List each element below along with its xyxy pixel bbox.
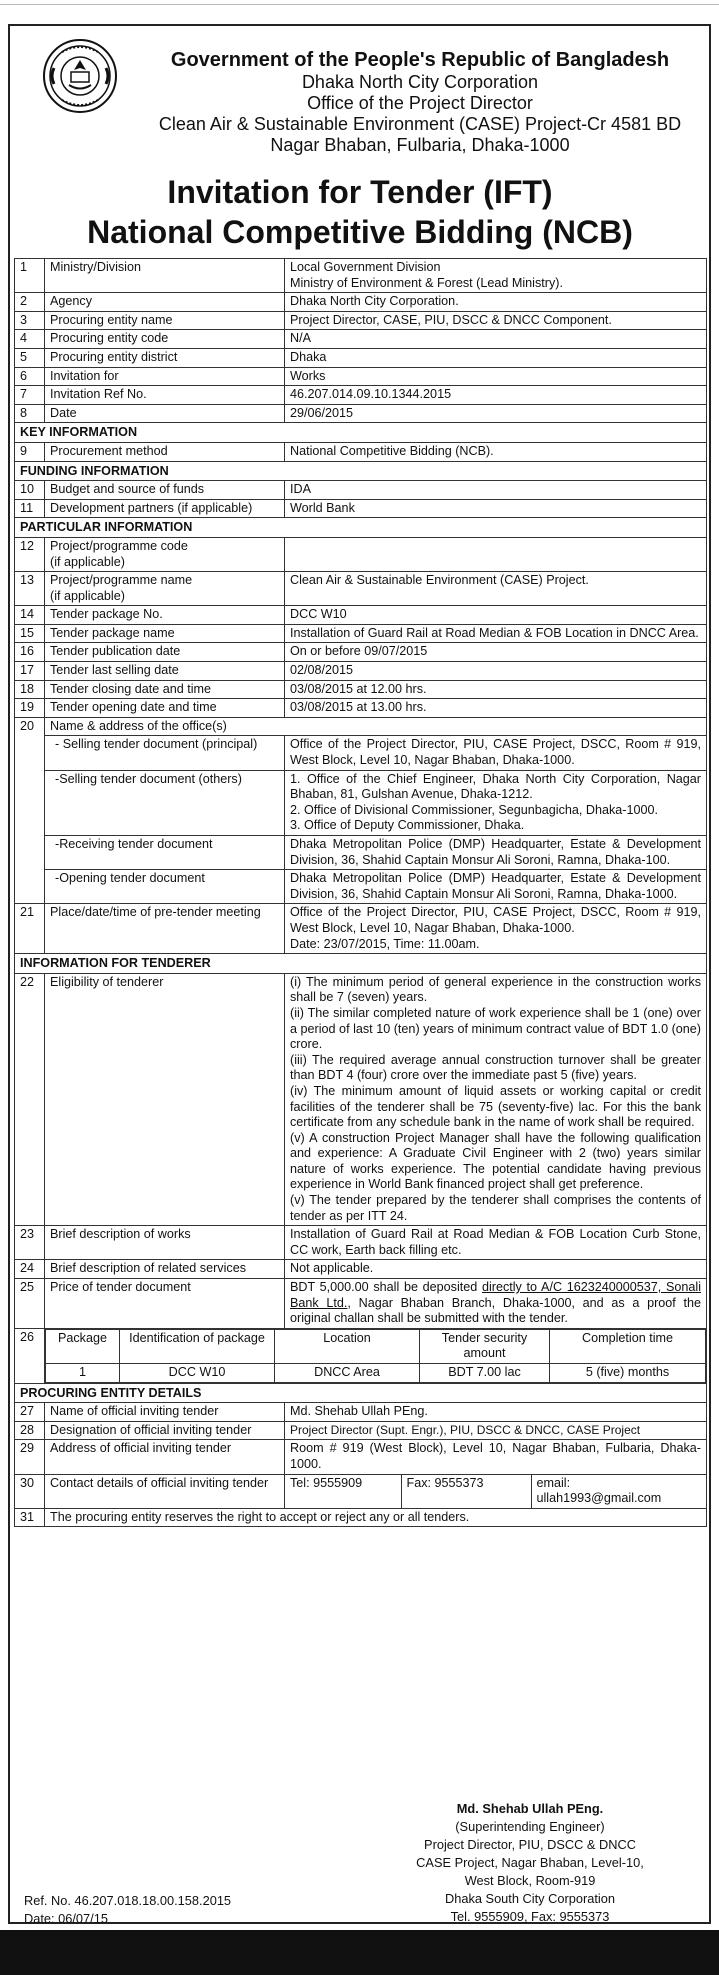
row-number: 29 (15, 1440, 45, 1474)
row-number: 9 (15, 442, 45, 461)
office-name: Office of the Project Director (307, 93, 533, 113)
eligibility-item: (i) The minimum period of general experience in the construction works shall be 7 (seven) years. (290, 974, 701, 1005)
row-label: Tender opening date and time (45, 699, 285, 718)
table-row (15, 1440, 707, 1474)
section-heading (15, 461, 707, 481)
row-number: 3 (15, 311, 45, 330)
row-label: Eligibility of tenderer (45, 973, 285, 1226)
row-number: 17 (15, 662, 45, 681)
row-value: Dhaka North City Corporation. (285, 293, 707, 312)
label-line: Project/programme name (50, 573, 193, 588)
signature-line: Dhaka South City Corporation (444, 1891, 615, 1906)
table-row (15, 662, 707, 681)
table-row (15, 499, 707, 518)
reference-number: Ref. No. 46.207.018.18.00.158.2015 (24, 1893, 232, 1908)
table-row (15, 348, 707, 367)
row-label: Name & address of the office(s) (45, 717, 707, 736)
table-row (15, 442, 707, 461)
bottom-band (0, 1930, 719, 1975)
row-label: Name of official inviting tender (45, 1403, 285, 1422)
project-name: Clean Air & Sustainable Environment (CASE) Project-Cr 4581 BD (158, 114, 682, 134)
section-heading (15, 1383, 707, 1403)
section-funding-information: FUNDING INFORMATION (15, 461, 707, 481)
package-table (45, 1329, 706, 1383)
row-value: Works (285, 367, 707, 386)
value-line: 3. Office of Deputy Commissioner, Dhaka. (290, 818, 525, 833)
signature-line: Tel. 9555909, Fax: 9555373 (450, 1909, 610, 1924)
row-value: Office of the Project Director, PIU, CASE Project, DSCC, Room # 919, West Block, Level 10, Nagar Bhaban, Dhaka-1000. (285, 736, 707, 770)
government-seal-icon (42, 38, 118, 114)
row-value: 03/08/2015 at 13.00 hrs. (285, 699, 707, 718)
value-line: Ministry of Environment & Forest (Lead Ministry). (290, 275, 563, 290)
row-label: Place/date/time of pre-tender meeting (45, 904, 285, 954)
table-row (15, 1279, 707, 1329)
row-number: 1 (15, 259, 45, 293)
row-value: Project Director (Supt. Engr.), PIU, DSCC & DNCC, CASE Project (285, 1421, 707, 1440)
table-row (15, 259, 707, 293)
row-value: On or before 09/07/2015 (285, 643, 707, 662)
row-number: 24 (15, 1260, 45, 1279)
section-key-information: KEY INFORMATION (15, 423, 707, 443)
row-label: Brief description of works (45, 1226, 285, 1260)
row-value: Not applicable. (285, 1260, 707, 1279)
row-number: 20 (15, 717, 45, 904)
value-line: Office of the Project Director, PIU, CASE Project, DSCC, Room # 919, West Block, Level 10, Nagar Bhaban, Dhaka-1000. (290, 905, 701, 935)
col-header: Identification of package (120, 1329, 275, 1363)
row-number: 13 (15, 572, 45, 606)
row-number: 23 (15, 1226, 45, 1260)
row-value: 02/08/2015 (285, 662, 707, 681)
table-row (15, 606, 707, 625)
government-name: Government of the People's Republic of Bangladesh (170, 49, 670, 71)
table-row (15, 736, 707, 770)
table-row (15, 1508, 707, 1527)
row-label: Tender last selling date (45, 662, 285, 681)
row-value: Installation of Guard Rail at Road Median & FOB Location in DNCC Area. (285, 624, 707, 643)
table-row (15, 386, 707, 405)
contact-details (285, 1474, 707, 1508)
row-label: Tender closing date and time (45, 680, 285, 699)
cell: DNCC Area (275, 1364, 420, 1383)
eligibility-item: (iv) The minimum amount of liquid assets or working capital or credit facilities of the tenderer shall be 75 (seventy-five) lac. For this the bank certificate from any schedule bank in the name of work shall be required. (290, 1083, 701, 1130)
row-value (285, 537, 707, 571)
cell: DCC W10 (120, 1364, 275, 1383)
cell: 1 (46, 1364, 120, 1383)
section-particular-information: PARTICULAR INFORMATION (15, 518, 707, 538)
col-header: Package (46, 1329, 120, 1363)
row-value: Dhaka (285, 348, 707, 367)
row-value: 03/08/2015 at 12.00 hrs. (285, 680, 707, 699)
package-header-row (46, 1329, 706, 1363)
row-value: World Bank (285, 499, 707, 518)
table-row (15, 404, 707, 423)
tender-table (14, 258, 707, 1527)
cell: BDT 7.00 lac (420, 1364, 550, 1383)
package-table-cell (45, 1328, 707, 1383)
table-row (15, 367, 707, 386)
row-number: 5 (15, 348, 45, 367)
row-label: Tender publication date (45, 643, 285, 662)
signature-line: Project Director, PIU, DSCC & DNCC (424, 1837, 636, 1852)
eligibility-item: (ii) The similar completed nature of work experience shall be 1 (one) over a period of last 10 (ten) years of minimum contract value of BDT 1.0 (one) crore. (290, 1005, 701, 1052)
table-row (15, 481, 707, 500)
section-information-for-tenderer: INFORMATION FOR TENDERER (15, 954, 707, 974)
table-row (15, 1474, 707, 1508)
office-address: Nagar Bhaban, Fulbaria, Dhaka-1000 (270, 135, 570, 155)
table-row (15, 330, 707, 349)
table-row (15, 537, 707, 571)
contact-fax: Fax: 9555373 (401, 1475, 531, 1508)
row-label: Procuring entity name (45, 311, 285, 330)
section-heading (15, 518, 707, 538)
section-heading (15, 423, 707, 443)
contact-table (285, 1475, 706, 1508)
row-label: Invitation Ref No. (45, 386, 285, 405)
email-address[interactable]: ullah1993@gmail.com (536, 1491, 662, 1506)
value-line: 2. Office of Divisional Commissioner, Segunbagicha, Dhaka-1000. (290, 802, 658, 817)
row-label: Tender package name (45, 624, 285, 643)
row-value (285, 259, 707, 293)
notice-title (10, 172, 710, 252)
top-rule (0, 4, 719, 5)
eligibility-item: (iii) The required average annual construction turnover shall be greater than BDT 4 (four) crore over the immediate past 5 (five) years. (290, 1052, 701, 1083)
table-row (15, 973, 707, 1226)
price-text: , Nagar Bhaban Branch, Dhaka-1000, and as a proof the original challan shall be submitted with the tender. (290, 1295, 701, 1326)
contact-email (531, 1475, 706, 1508)
row-label: Budget and source of funds (45, 481, 285, 500)
label-line: Project/programme code (50, 538, 188, 553)
row-value: Installation of Guard Rail at Road Median & FOB Location Curb Stone, CC work, Earth back filling etc. (285, 1226, 707, 1260)
row-number: 25 (15, 1279, 45, 1329)
table-row (15, 1226, 707, 1260)
table-row (15, 836, 707, 870)
row-value: DCC W10 (285, 606, 707, 625)
table-row (15, 572, 707, 606)
table-row (15, 1421, 707, 1440)
row-value (285, 770, 707, 835)
reference-date: Date: 06/07/15 (24, 1911, 108, 1926)
label-line: (if applicable) (50, 554, 125, 569)
table-row (15, 311, 707, 330)
row-label: Invitation for (45, 367, 285, 386)
value-line: Local Government Division (290, 260, 441, 274)
table-row (15, 699, 707, 718)
row-value: Dhaka Metropolitan Police (DMP) Headquarter, Estate & Development Division, 36, Shahid Captain Monsur Ali Soroni, Ramna, Dhaka-100. (285, 836, 707, 870)
row-number: 4 (15, 330, 45, 349)
row-number: 26 (15, 1328, 45, 1383)
row-label (45, 537, 285, 571)
contact-tel: Tel: 9555909 (285, 1475, 401, 1508)
package-row (46, 1364, 706, 1383)
signature-block (360, 1800, 700, 1926)
row-number: 14 (15, 606, 45, 625)
row-value (285, 1279, 707, 1329)
price-text: BDT 5,000.00 shall be deposited (290, 1280, 482, 1295)
signature-line: CASE Project, Nagar Bhaban, Level-10, (416, 1855, 644, 1870)
table-row (15, 643, 707, 662)
value-line: Date: 23/07/2015, Time: 11.00am. (290, 936, 480, 951)
row-number: 30 (15, 1474, 45, 1508)
row-number: 31 (15, 1508, 45, 1527)
row-value: National Competitive Bidding (NCB). (285, 442, 707, 461)
row-number: 18 (15, 680, 45, 699)
row-value: 46.207.014.09.10.1344.2015 (285, 386, 707, 405)
row-label: Price of tender document (45, 1279, 285, 1329)
signature-line: West Block, Room-919 (464, 1873, 596, 1888)
row-number: 22 (15, 973, 45, 1226)
row-value: Room # 919 (West Block), Level 10, Nagar Bhaban, Fulbaria, Dhaka-1000. (285, 1440, 707, 1474)
contact-row (285, 1475, 706, 1508)
row-value: Dhaka Metropolitan Police (DMP) Headquarter, Estate & Development Division, 36, Shahid Captain Monsur Ali Soroni, Ramna, Dhaka-1000. (285, 870, 707, 904)
row-label: Designation of official inviting tender (45, 1421, 285, 1440)
col-header: Location (275, 1329, 420, 1363)
row-value: IDA (285, 481, 707, 500)
row-label: Ministry/Division (45, 259, 285, 293)
row-value: Md. Shehab Ullah PEng. (285, 1403, 707, 1422)
row-label: Procuring entity district (45, 348, 285, 367)
row-label: - Selling tender document (principal) (45, 736, 285, 770)
col-header: Tender security amount (420, 1329, 550, 1363)
row-label: Contact details of official inviting tender (45, 1474, 285, 1508)
notice-header (10, 26, 709, 252)
email-label: email: (536, 1475, 571, 1490)
table-row (15, 1260, 707, 1279)
eligibility-item: (v) The tender prepared by the tenderer shall comprises the contents of tender as per ITT 24. (290, 1193, 701, 1223)
row-label: Agency (45, 293, 285, 312)
corporation-name: Dhaka North City Corporation (301, 72, 539, 92)
table-row (15, 770, 707, 835)
row-number: 11 (15, 499, 45, 518)
row-value: Clean Air & Sustainable Environment (CASE) Project. (285, 572, 707, 606)
title-ncb: National Competitive Bidding (NCB) (87, 214, 633, 250)
table-row (15, 870, 707, 904)
col-header: Completion time (550, 1329, 706, 1363)
row-label: Development partners (if applicable) (45, 499, 285, 518)
row-number: 21 (15, 904, 45, 954)
row-value: The procuring entity reserves the right to accept or reject any or all tenders. (45, 1508, 707, 1527)
row-value: Project Director, CASE, PIU, DSCC & DNCC Component. (285, 311, 707, 330)
cell: 5 (five) months (550, 1364, 706, 1383)
row-number: 27 (15, 1403, 45, 1422)
row-label: Address of official inviting tender (45, 1440, 285, 1474)
row-number: 2 (15, 293, 45, 312)
value-line: 1. Office of the Chief Engineer, Dhaka North City Corporation, Nagar Bhaban, 81, Gulshan Avenue, Dhaka-1212. (290, 771, 701, 802)
row-value: N/A (285, 330, 707, 349)
row-label: Procuring entity code (45, 330, 285, 349)
row-number: 12 (15, 537, 45, 571)
table-row (15, 680, 707, 699)
eligibility-list (285, 973, 707, 1226)
table-row (15, 904, 707, 954)
row-label: Procurement method (45, 442, 285, 461)
title-ift: Invitation for Tender (IFT) (167, 174, 553, 210)
signatory-name: Md. Shehab Ullah PEng. (456, 1801, 604, 1816)
table-row (15, 293, 707, 312)
bank-account-link[interactable]: directly to A/C 1623240000537, Sonali Bank Ltd. (290, 1280, 701, 1310)
label-line: (if applicable) (50, 588, 125, 603)
row-value: 29/06/2015 (285, 404, 707, 423)
row-label: Tender package No. (45, 606, 285, 625)
row-label (45, 572, 285, 606)
row-number: 7 (15, 386, 45, 405)
table-row (15, 624, 707, 643)
row-label: -Receiving tender document (45, 836, 285, 870)
row-label: -Opening tender document (45, 870, 285, 904)
row-value (285, 904, 707, 954)
row-label: Date (45, 404, 285, 423)
row-number: 10 (15, 481, 45, 500)
tender-notice (8, 24, 711, 1924)
row-label: Brief description of related services (45, 1260, 285, 1279)
signature-line: (Superintending Engineer) (455, 1819, 605, 1834)
header-lines (140, 48, 700, 156)
row-number: 8 (15, 404, 45, 423)
table-row (15, 1403, 707, 1422)
row-number: 28 (15, 1421, 45, 1440)
table-row (15, 717, 707, 736)
row-number: 15 (15, 624, 45, 643)
row-number: 6 (15, 367, 45, 386)
row-label: -Selling tender document (others) (45, 770, 285, 835)
row-number: 19 (15, 699, 45, 718)
row-number: 16 (15, 643, 45, 662)
section-procuring-entity-details: PROCURING ENTITY DETAILS (15, 1383, 707, 1403)
section-heading (15, 954, 707, 974)
eligibility-item: (v) A construction Project Manager shall have the following qualification and experience: A Graduate Civil Engineer with 2 (two) years similar nature of works experience. The potential candidate having previous experience in World Bank financed project shall get preference. (290, 1130, 701, 1192)
